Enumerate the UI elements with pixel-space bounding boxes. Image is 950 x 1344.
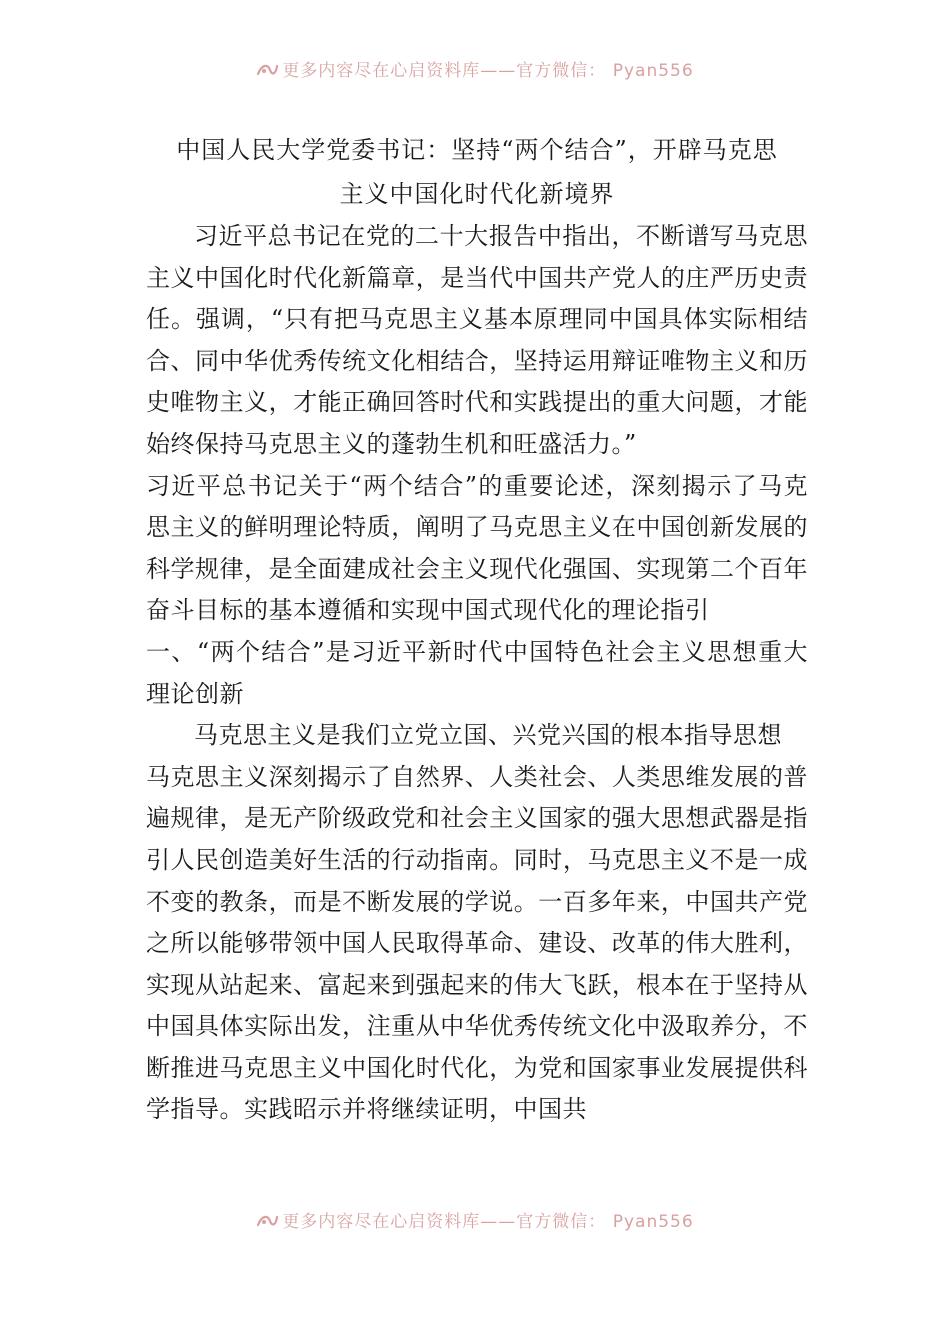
section-heading: 一、“两个结合”是习近平新时代中国特色社会主义思想重大理论创新 xyxy=(146,637,808,708)
paragraph: 习近平总书记在党的二十大报告中指出，不断谱写马克思主义中国化时代化新篇章，是当代中国共产党人的庄严历史责任。强调，“只有把马克思主义基本原理同中国具体实际相结合、同中华优秀传统文化相结合，坚持运用辩证唯物主义和历史唯物主义，才能正确回答时代和实践提出的重大问题，才能始终保持马克思主义的蓬勃生机和旺盛活力。” xyxy=(146,222,808,458)
title-line-2: 主义中国化时代化新境界 xyxy=(339,180,615,208)
watermark-text: 更多内容尽在心启资料库——官方微信： Pyan556 xyxy=(282,1212,694,1232)
logo-icon xyxy=(256,62,278,78)
logo-icon xyxy=(256,1213,278,1229)
watermark-text: 更多内容尽在心启资料库——官方微信： Pyan556 xyxy=(282,61,694,81)
footer-watermark xyxy=(0,1209,950,1235)
title-line-1: 中国人民大学党委书记：坚持“两个结合”，开辟马克思 xyxy=(176,136,778,164)
document-body xyxy=(146,128,808,1131)
header-watermark xyxy=(0,58,950,84)
paragraph: 马克思主义深刻揭示了自然界、人类社会、人类思维发展的普遍规律，是无产阶级政党和社会主义国家的强大思想武器是指引人民创造美好生活的行动指南。同时，马克思主义不是一成不变的教条，而是不断发展的学说。一百多年来，中国共产党之所以能够带领中国人民取得革命、建设、改革的伟大胜利，实现从站起来、富起来到强起来的伟大飞跃，根本在于坚持从中国具体实际出发，注重从中华优秀传统文化中汲取养分，不断推进马克思主义中国化时代化，为党和国家事业发展提供科学指导。实践昭示并将继续证明，中国共 xyxy=(146,762,808,1124)
document-title xyxy=(146,128,808,216)
paragraph: 习近平总书记关于“两个结合”的重要论述，深刻揭示了马克思主义的鲜明理论特质，阐明了马克思主义在中国创新发展的科学规律，是全面建成社会主义现代化强国、实现第二个百年奋斗目标的基本遵循和实现中国式现代化的理论指引 xyxy=(146,471,808,625)
paragraph: 马克思主义是我们立党立国、兴党兴国的根本指导思想 xyxy=(194,721,782,750)
